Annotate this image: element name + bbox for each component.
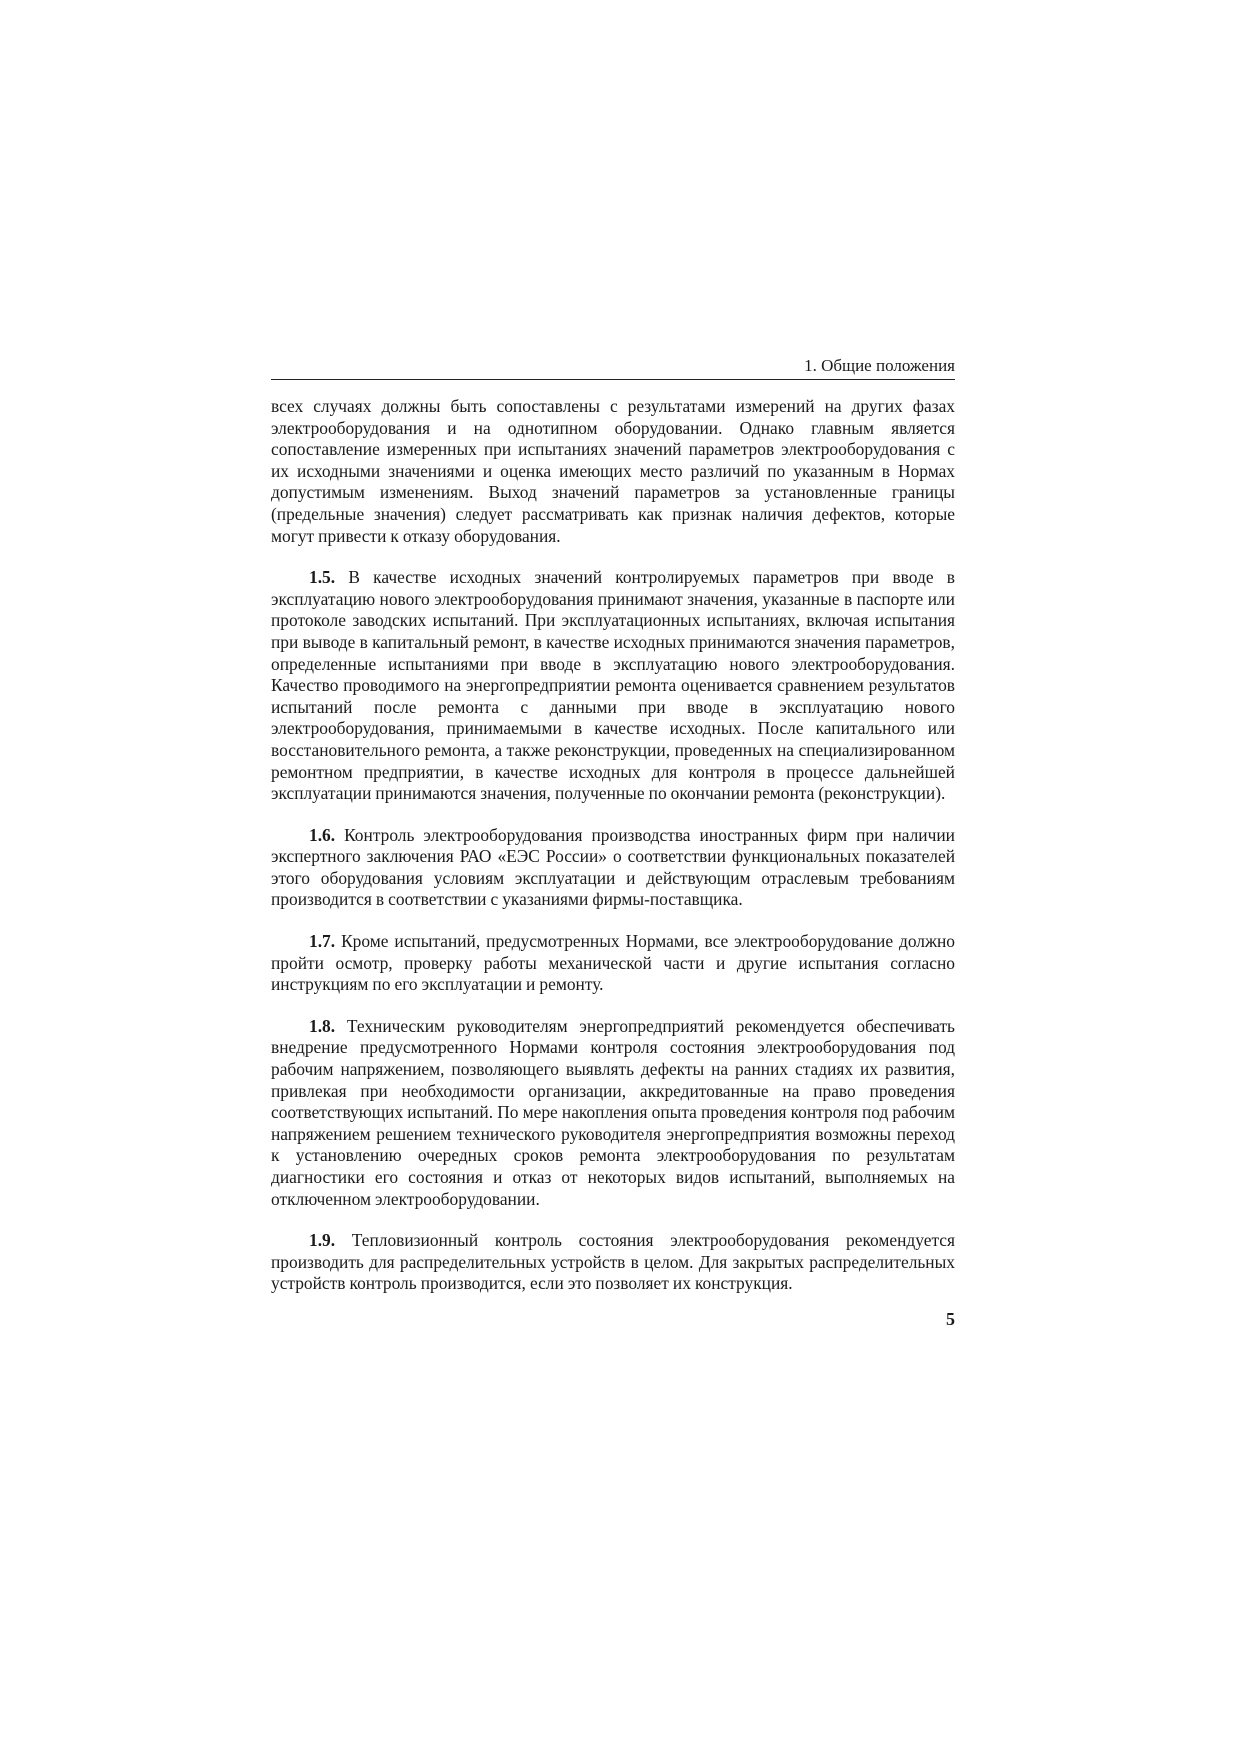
paragraph-number: 1.5. bbox=[309, 567, 336, 588]
running-header: 1. Общие положения bbox=[271, 356, 955, 380]
paragraph-1-7 bbox=[271, 931, 955, 996]
paragraph-continued bbox=[271, 396, 955, 547]
paragraph-number: 1.8. bbox=[309, 1015, 336, 1036]
paragraph-1-5 bbox=[271, 567, 955, 805]
paragraph-text: всех случаях должны быть сопоставлены с результатами измерений на других фазах электрооборудования и на однотипном оборудовании. Однако главным является сопоставление измеренных при испытаниях значений параметров электрооборудования с их исходными значениями и оценка имеющих место различий по указанным в Нормах допустимым изменениям. Выход значений параметров за установленные границы (предельные значения) следует рассматривать как признак наличия дефектов, которые могут привести к отказу оборудования. bbox=[271, 396, 955, 546]
body-text bbox=[271, 396, 955, 1295]
paragraph-text: Техническим руководителям энергопредприятий рекомендуется обеспечивать внедрение предусмотренного Нормами контроля состояния электрооборудования под рабочим напряжением, позволяющего выявлять дефекты на ранних стадиях их развития, привлекая при необходимости организации, аккредитованные на право проведения соответствующих испытаний. По мере накопления опыта проведения контроля под рабочим напряжением решением технического руководителя энергопредприятия возможны переход к установлению очередных сроков ремонта электрооборудования по результатам диагностики его состояния и отказ от некоторых видов испытаний, выполняемых на отключенном электрооборудовании. bbox=[271, 1015, 955, 1209]
paragraph-number: 1.6. bbox=[309, 824, 336, 845]
paragraph-text: В качестве исходных значений контролируемых параметров при вводе в эксплуатацию нового электрооборудования принимают значения, указанные в паспорте или протоколе заводских испытаний. При эксплуатационных испытаниях, включая испытания при выводе в капитальный ремонт, в качестве исходных принимаются значения параметров, определенные испытаниями при вводе в эксплуатацию нового электрооборудования. Качество проводимого на энергопредприятии ремонта оценивается сравнением результатов испытаний после ремонта с данными при вводе в эксплуатацию нового электрооборудования, принимаемыми в качестве исходных. После капитального или восстановительного ремонта, а также реконструкции, проведенных на специализированном ремонтном предприятии, в качестве исходных для контроля в процессе дальнейшей эксплуатации принимаются значения, полученные по окончании ремонта (реконструкции). bbox=[271, 567, 955, 804]
page-number: 5 bbox=[946, 1308, 955, 1329]
paragraph-text: Тепловизионный контроль состояния электрооборудования рекомендуется производить для распределительных устройств в целом. Для закрытых распределительных устройств контроль производится, если это позволяет их конструкция. bbox=[271, 1230, 955, 1294]
page bbox=[271, 356, 955, 1330]
paragraph-1-9 bbox=[271, 1230, 955, 1295]
paragraph-text: Кроме испытаний, предусмотренных Нормами, все электрооборудование должно пройти осмотр, проверку работы механической части и другие испытания согласно инструкциям по его эксплуатации и ремонту. bbox=[271, 931, 955, 995]
paragraph-1-8 bbox=[271, 1016, 955, 1210]
paragraph-1-6 bbox=[271, 825, 955, 911]
paragraph-number: 1.9. bbox=[309, 1230, 336, 1251]
paragraph-number: 1.7. bbox=[309, 931, 336, 952]
paragraph-text: Контроль электрооборудования производства иностранных фирм при наличии экспертного заключения РАО «ЕЭС России» о соответствии функциональных показателей этого оборудования условиям эксплуатации и действующим отраслевым требованиям производится в соответствии с указаниями фирмы-поставщика. bbox=[271, 824, 955, 910]
